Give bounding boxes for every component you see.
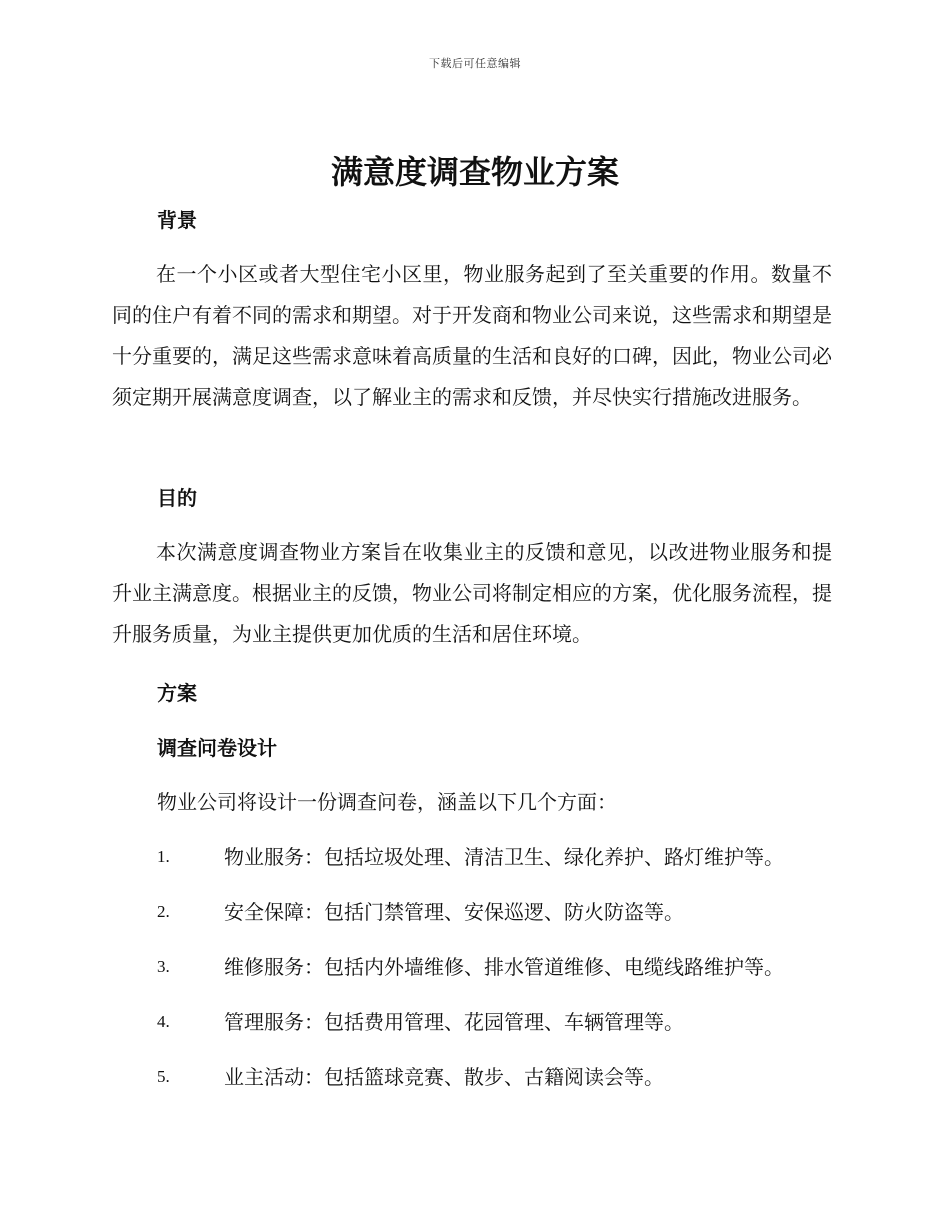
list-item-text: 物业服务：包括垃圾处理、清洁卫生、绿化养护、路灯维护等。: [224, 845, 784, 869]
list-item-number: 5.: [157, 1067, 170, 1086]
subheading-questionnaire-design: 调查问卷设计: [157, 736, 277, 760]
list-item: [157, 898, 857, 926]
list-item-number: 2.: [157, 902, 170, 921]
background-paragraph: 在一个小区或者大型住宅小区里，物业服务起到了至关重要的作用。数量不同的住户有着不同的需求和期望。对于开发商和物业公司来说，这些需求和期望是十分重要的，满足这些需求意味着高质量的生活和良好的口碑，因此，物业公司必须定期开展满意度调查，以了解业主的需求和反馈，并尽快实行措施改进服务。: [112, 262, 832, 409]
list-item-text: 业主活动：包括篮球竞赛、散步、古籍阅读会等。: [224, 1065, 664, 1089]
list-item: [157, 1063, 857, 1091]
list-item-number: 1.: [157, 847, 170, 866]
document-title: 满意度调查物业方案: [330, 153, 619, 191]
header-note: 下载后可任意编辑: [429, 57, 521, 70]
list-item-text: 维修服务：包括内外墙维修、排水管道维修、电缆线路维护等。: [224, 955, 784, 979]
list-item: [157, 1008, 857, 1036]
list-item-number: 3.: [157, 957, 170, 976]
list-item-number: 4.: [157, 1012, 170, 1031]
questionnaire-intro: 物业公司将设计一份调查问卷，涵盖以下几个方面：: [157, 790, 617, 814]
section-heading-plan: 方案: [157, 681, 197, 705]
list-item: [157, 843, 857, 871]
list-item-text: 安全保障：包括门禁管理、安保巡逻、防火防盗等。: [224, 900, 684, 924]
section-heading-background: 背景: [157, 208, 197, 232]
list-item: [157, 953, 857, 981]
list-item-text: 管理服务：包括费用管理、花园管理、车辆管理等。: [224, 1010, 684, 1034]
purpose-paragraph: 本次满意度调查物业方案旨在收集业主的反馈和意见，以改进物业服务和提升业主满意度。根据业主的反馈，物业公司将制定相应的方案，优化服务流程，提升服务质量，为业主提供更加优质的生活和居住环境。: [112, 540, 832, 646]
section-heading-purpose: 目的: [157, 486, 197, 510]
